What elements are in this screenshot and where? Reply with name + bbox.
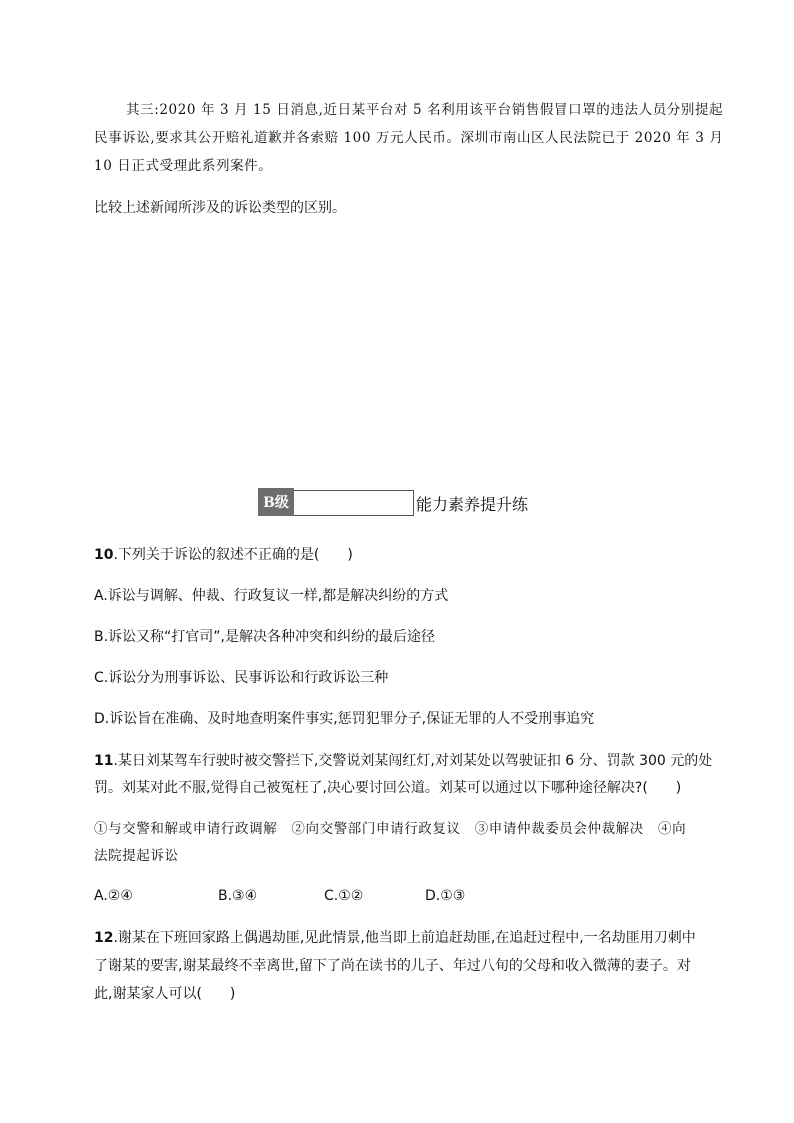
question-text: .下列关于诉讼的叙述不正确的是( ) xyxy=(113,547,353,563)
q11-choices-line-1: ①与交警和解或申请行政调解 ②向交警部门申请行政复议 ③申请仲裁委员会仲裁解决 ④向 xyxy=(94,821,687,837)
q11-choices-line-2: 法院提起诉讼 xyxy=(94,848,179,864)
question-10-stem xyxy=(94,545,353,565)
question-number: 12 xyxy=(94,930,114,946)
q11-option-c: C.①② xyxy=(324,888,364,904)
q11-option-a: A.②④ xyxy=(94,888,133,904)
question-number: 11 xyxy=(94,753,114,769)
passage-line-3: 10 日正式受理此系列案件。 xyxy=(94,158,273,174)
question-11-stem-line-1 xyxy=(94,751,712,771)
question-11-stem-line-2: 罚。刘某对此不服,觉得自己被冤枉了,决心要讨回公道。刘某可以通过以下哪种途径解决?( ) xyxy=(94,780,682,796)
question-12-stem-line-1 xyxy=(94,928,696,948)
q10-option-c: C.诉讼分为刑事诉讼、民事诉讼和行政诉讼三种 xyxy=(94,670,389,686)
q10-option-b: B.诉讼又称“打官司”,是解决各种冲突和纠纷的最后途径 xyxy=(94,629,436,645)
section-badge-box xyxy=(294,490,414,516)
q11-option-d: D.①③ xyxy=(425,888,466,904)
question-number: 10 xyxy=(94,547,114,563)
section-header xyxy=(258,486,528,516)
q10-option-d: D.诉讼旨在准确、及时地查明案件事实,惩罚犯罪分子,保证无罪的人不受刑事追究 xyxy=(94,711,595,727)
question-12-stem-line-2: 了谢某的要害,谢某最终不幸离世,留下了尚在读书的儿子、年过八旬的父母和收入微薄的妻子。对 xyxy=(94,958,691,974)
question-12-stem-line-3: 此,谢某家人可以( ) xyxy=(94,986,236,1002)
question-text: .某日刘某驾车行驶时被交警拦下,交警说刘某闯红灯,对刘某处以驾驶证扣 6 分、罚款 300 元的处 xyxy=(113,753,713,769)
q11-option-b: B.③④ xyxy=(218,888,258,904)
passage-line-2: 民事诉讼,要求其公开赔礼道歉并各索赔 100 万元人民币。深圳市南山区人民法院已于 2020 年 3 月 xyxy=(94,130,724,146)
q10-option-a: A.诉讼与调解、仲裁、行政复议一样,都是解决纠纷的方式 xyxy=(94,588,449,604)
question-text: .谢某在下班回家路上偶遇劫匪,见此情景,他当即上前追赶劫匪,在追赶过程中,一名劫匪用刀刺中 xyxy=(113,930,696,946)
question-prompt: 比较上述新闻所涉及的诉讼类型的区别。 xyxy=(94,200,346,216)
section-title: 能力素养提升练 xyxy=(416,495,529,514)
passage-line-1: 其三:2020 年 3 月 15 日消息,近日某平台对 5 名利用该平台销售假冒口罩的违法人员分别提起 xyxy=(126,102,724,118)
section-badge: B级 xyxy=(258,488,294,516)
